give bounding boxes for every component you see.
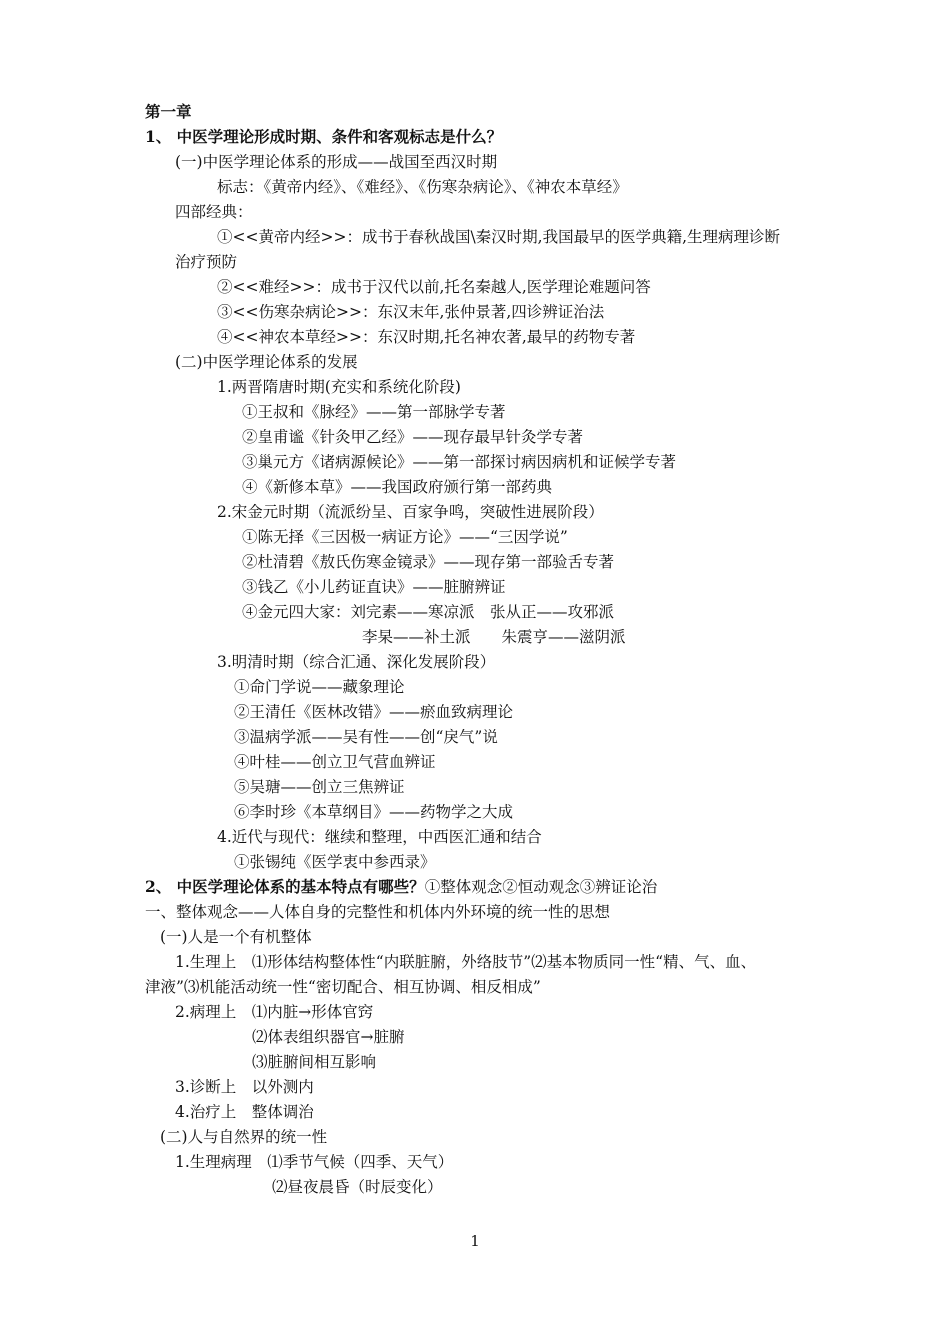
text-line: ④<<神农本草经>>：东汉时期,托名神农著,最早的药物专著 bbox=[217, 328, 636, 346]
text-line: ②杜清碧《敖氏伤寒金镜录》——现存第一部验舌专著 bbox=[242, 553, 615, 571]
text-line: 李杲——补土派 朱震亨——滋阴派 bbox=[362, 628, 626, 646]
text-line: 3.明清时期（综合汇通、深化发展阶段） bbox=[217, 653, 496, 671]
text-line: ⑵昼夜晨昏（时辰变化） bbox=[272, 1178, 443, 1196]
text-line: ③温病学派——吴有性——创“戾气”说 bbox=[234, 728, 498, 746]
text-line: ④《新修本草》——我国政府颁行第一部药典 bbox=[242, 478, 553, 496]
text-line: 4.治疗上 整体调治 bbox=[175, 1103, 314, 1121]
text-line: 一、整体观念——人体自身的完整性和机体内外环境的统一性的思想 bbox=[145, 903, 611, 921]
text-line: 2.宋金元时期（流派纷呈、百家争鸣，突破性进展阶段） bbox=[217, 503, 604, 521]
text-line: ⑶脏腑间相互影响 bbox=[252, 1053, 377, 1071]
text-line: 1.两晋隋唐时期(充实和系统化阶段) bbox=[217, 378, 461, 396]
text-line: 津液”⑶机能活动统一性“密切配合、相互协调、相反相成” bbox=[145, 978, 541, 996]
text-line: ③巢元方《诸病源候论》——第一部探讨病因病机和证候学专著 bbox=[242, 453, 677, 471]
text-line: ③钱乙《小儿药证直诀》——脏腑辨证 bbox=[242, 578, 506, 596]
text-line: 治疗预防 bbox=[175, 253, 238, 271]
text-line: 3.诊断上 以外测内 bbox=[175, 1078, 314, 1096]
text-line: 1.生理病理 ⑴季节气候（四季、天气） bbox=[175, 1153, 454, 1171]
text-line: ①王叔和《脉经》——第一部脉学专著 bbox=[242, 403, 506, 421]
page-number: 1 bbox=[470, 1232, 480, 1250]
text-line: 4.近代与现代：继续和整理，中西医汇通和结合 bbox=[217, 828, 542, 846]
text-line: ②王清任《医林改错》——瘀血致病理论 bbox=[234, 703, 514, 721]
question-heading-2-title: 2、 中医学理论体系的基本特点有哪些？ bbox=[145, 877, 425, 896]
text-line: ①命门学说——藏象理论 bbox=[234, 678, 405, 696]
text-line: ⑵体表组织器官→脏腑 bbox=[252, 1028, 405, 1046]
text-line: (二)人与自然界的统一性 bbox=[160, 1128, 328, 1146]
text-line: 标志：《黄帝内经》、《难经》、《伤寒杂病论》、《神农本草经》 bbox=[217, 178, 628, 196]
text-line: ④金元四大家：刘完素——寒凉派 张从正——攻邪派 bbox=[242, 603, 615, 621]
text-line: ③<<伤寒杂病论>>：东汉末年,张仲景著,四诊辨证治法 bbox=[217, 303, 605, 321]
text-line: ①张锡纯《医学衷中参西录》 bbox=[234, 853, 436, 871]
text-line: (一)中医学理论体系的形成——战国至西汉时期 bbox=[175, 153, 498, 171]
text-line: 1.生理上 ⑴形体结构整体性“内联脏腑，外络肢节”⑵基本物质同一性“精、气、血、 bbox=[175, 953, 757, 971]
text-line: ⑥李时珍《本草纲目》——药物学之大成 bbox=[234, 803, 514, 821]
question-heading-2 bbox=[145, 877, 657, 897]
text-line: ②<<难经>>：成书于汉代以前,托名秦越人,医学理论难题问答 bbox=[217, 278, 651, 296]
text-line: (二)中医学理论体系的发展 bbox=[175, 353, 358, 371]
text-line: ②皇甫谧《针灸甲乙经》——现存最早针灸学专著 bbox=[242, 428, 584, 446]
question-heading-2-answer: ①整体观念②恒动观念③辨证论治 bbox=[424, 878, 658, 896]
chapter-heading: 第一章 bbox=[145, 102, 192, 121]
text-line: (一)人是一个有机整体 bbox=[160, 928, 312, 946]
text-line: 2.病理上 ⑴内脏→形体官窍 bbox=[175, 1003, 374, 1021]
text-line: ①<<黄帝内经>>：成书于春秋战国\秦汉时期,我国最早的医学典籍,生理病理诊断 bbox=[217, 228, 781, 246]
text-line: ①陈无择《三因极一病证方论》——“三因学说” bbox=[242, 528, 568, 546]
question-heading: 1、 中医学理论形成时期、条件和客观标志是什么？ bbox=[145, 127, 503, 146]
text-line: 四部经典： bbox=[175, 203, 253, 221]
text-line: ④叶桂——创立卫气营血辨证 bbox=[234, 753, 436, 771]
text-line: ⑤吴瑭——创立三焦辨证 bbox=[234, 778, 405, 796]
